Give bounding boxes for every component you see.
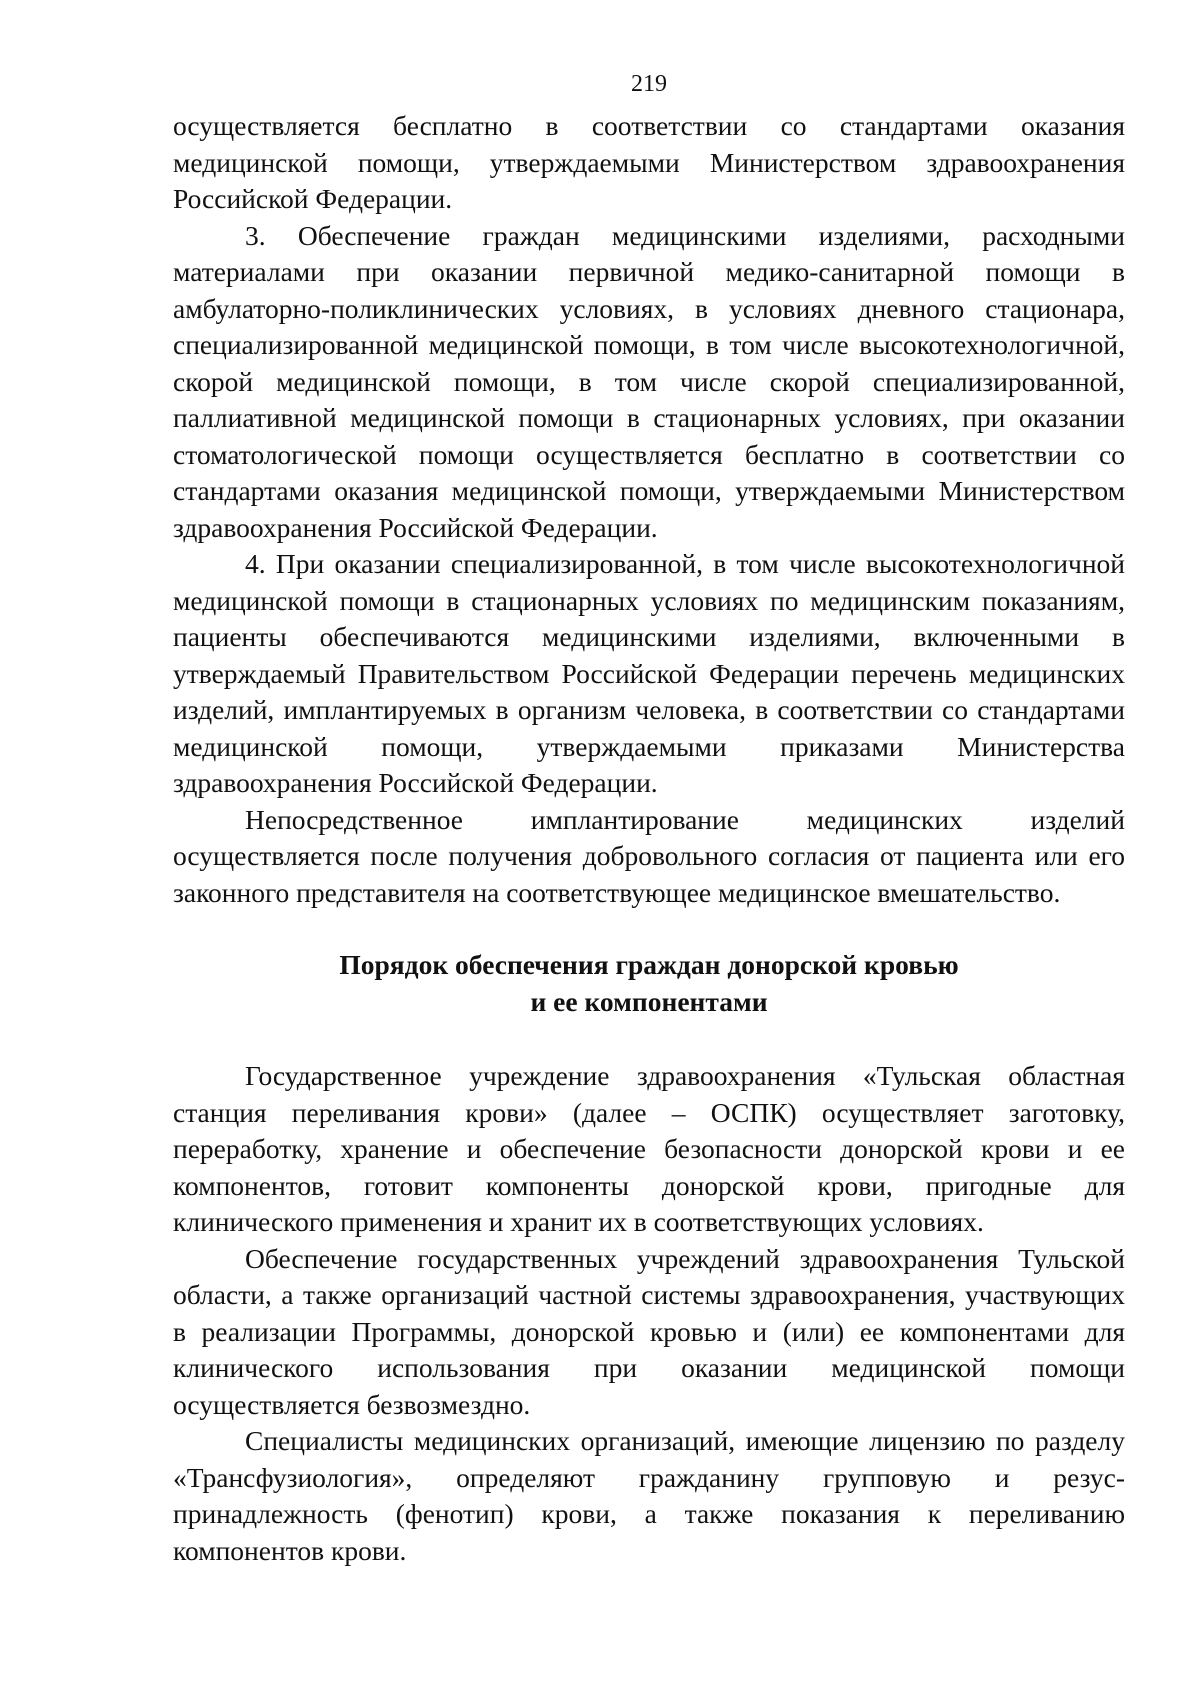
- page-number: 219: [631, 71, 667, 97]
- section-heading-line-2: и ее компонентами: [530, 985, 768, 1017]
- document-page: [173, 60, 1125, 1569]
- section-heading-line-1: Порядок обеспечения граждан донорской кровью: [339, 949, 959, 980]
- paragraph-transfusiology: Специалисты медицинских организаций, имеющие лицензию по разделу «Трансфузиология», определяют гражданину групповую и резус-принадлежность (фенотип) крови, а также показания к переливанию компонентов крови.: [173, 1425, 1125, 1566]
- paragraph-blood-supply: Обеспечение государственных учреждений здравоохранения Тульской области, а также организаций частной системы здравоохранения, участвующих в реализации Программы, донорской кровью и (или) ее компонентами для клинического использования при оказании медицинской помощи осуществляется безвозмездно.: [173, 1242, 1125, 1420]
- paragraph-implantation: Непосредственное имплантирование медицинских изделий осуществляется после получения добровольного согласия от пациента или его законного представителя на соответствующее медицинское вмешательство.: [173, 803, 1125, 908]
- paragraph-continuation: осуществляется бесплатно в соответствии со стандартами оказания медицинской помощи, утверждаемыми Министерством здравоохранения Российской Федерации.: [173, 110, 1125, 214]
- paragraph-item-3: 3. Обеспечение граждан медицинскими изделиями, расходными материалами при оказании первичной медико-санитарной помощи в амбулаторно-поликлинических условиях, в условиях дневного стационара, специализированной медицинской помощи, в том числе высокотехнологичной, скорой медицинской помощи, в том числе скорой специализированной, паллиативной медицинской помощи в стационарных условиях, при оказании стоматологической помощи осуществляется бесплатно в соответствии со стандартами оказания медицинской помощи, утверждаемыми Министерством здравоохранения Российской Федерации.: [173, 219, 1125, 543]
- paragraph-item-4: 4. При оказании специализированной, в том числе высокотехнологичной медицинской помощи в стационарных условиях по медицинским показаниям, пациенты обеспечиваются медицинскими изделиями, включенными в утверждаемый Правительством Российской Федерации перечень медицинских изделий, имплантируемых в организм человека, в соответствии со стандартами медицинской помощи, утверждаемыми приказами Министерства здравоохранения Российской Федерации.: [173, 548, 1125, 798]
- section-heading: [173, 947, 1125, 1020]
- paragraph-blood-station: Государственное учреждение здравоохранения «Тульская областная станция переливания крови» (далее – ОСПК) осуществляет заготовку, переработку, хранение и обеспечение безопасности донорской крови и ее компонентов, готовит компоненты донорской крови, пригодные для клинического применения и хранит их в соответствующих условиях.: [173, 1060, 1125, 1237]
